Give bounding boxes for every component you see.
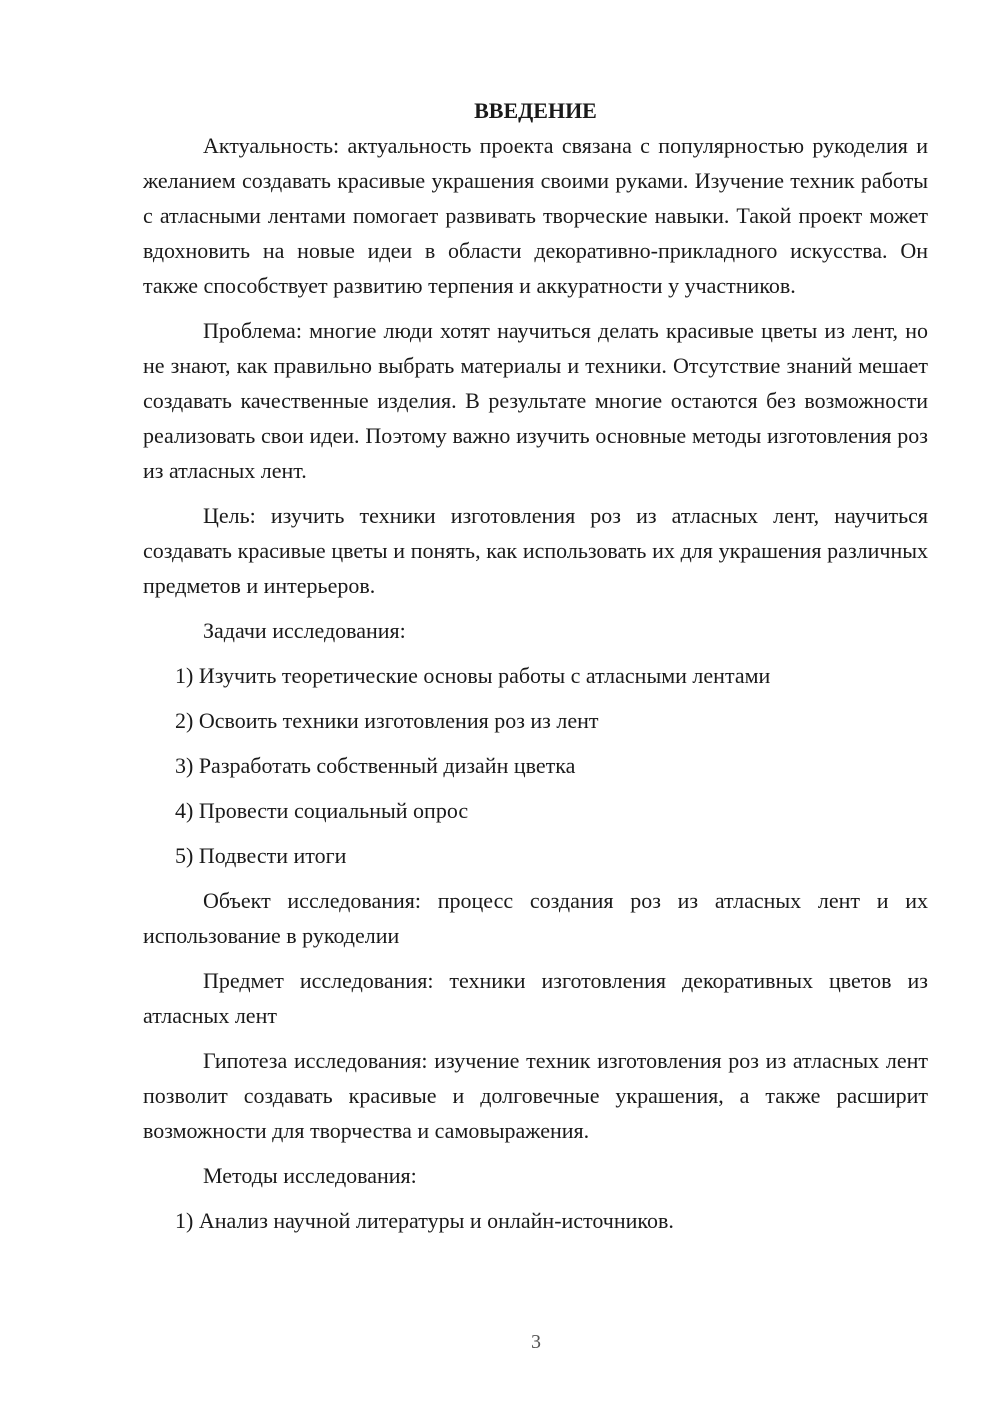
method-item-1: 1) Анализ научной литературы и онлайн-источников. [175,1208,674,1233]
task-item-4: 4) Провести социальный опрос [175,798,469,823]
task-item-5: 5) Подвести итоги [175,843,347,868]
task-item-2: 2) Освоить техники изготовления роз из лент [175,708,599,733]
methods-heading: Методы исследования: [203,1163,417,1188]
hypothesis-paragraph: Гипотеза исследования: изучение техник изготовления роз из атласных лент позволит создавать красивые и долговечные украшения, а также расширит возможности для творчества и самовыражения. [143,1048,928,1143]
relevance-paragraph: Актуальность: актуальность проекта связана с популярностью рукоделия и желанием создавать красивые украшения своими руками. Изучение техник работы с атласными лентами помогает развивать творческие навыки. Такой проект может вдохновить на новые идеи в области декоративно-прикладного искусства. Он также способствует развитию терпения и аккуратности у участников. [143,133,928,298]
task-item-1: 1) Изучить теоретические основы работы с атласными лентами [175,663,771,688]
object-paragraph: Объект исследования: процесс создания роз из атласных лент и их использование в рукоделии [143,888,928,948]
task-item-3: 3) Разработать собственный дизайн цветка [175,753,576,778]
tasks-heading: Задачи исследования: [203,618,406,643]
goal-paragraph: Цель: изучить техники изготовления роз из атласных лент, научиться создавать красивые цветы и понять, как использовать их для украшения различных предметов и интерьеров. [143,503,928,598]
page-number: 3 [531,1331,541,1353]
page-content [143,93,928,1248]
subject-paragraph: Предмет исследования: техники изготовления декоративных цветов из атласных лент [143,968,928,1028]
problem-paragraph: Проблема: многие люди хотят научиться делать красивые цветы из лент, но не знают, как правильно выбрать материалы и техники. Отсутствие знаний мешает создавать качественные изделия. В результате многие остаются без возможности реализовать свои идеи. Поэтому важно изучить основные методы изготовления роз из атласных лент. [143,318,928,483]
section-title: ВВЕДЕНИЕ [474,98,597,123]
